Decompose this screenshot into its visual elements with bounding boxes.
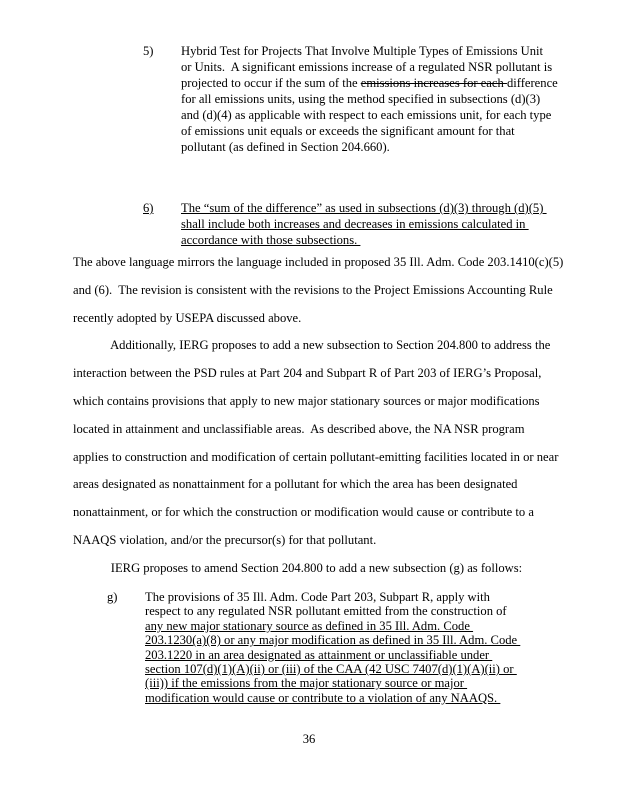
text-line (181, 75, 558, 91)
body-line: nonattainment, or for which the construction or modification would cause or contribute to a (73, 505, 534, 520)
text-line (181, 200, 547, 216)
inserted-text: accordance with those subsections. (181, 233, 361, 247)
text-line (181, 216, 547, 232)
text-segment: of emissions unit equals or exceeds the significant amount for that (181, 124, 515, 138)
text-segment: Hybrid Test for Projects That Involve Multiple Types of Emissions Unit (181, 44, 544, 58)
text-segment: or Units. A significant emissions increase of a regulated NSR pollutant is (181, 60, 553, 74)
text-line (145, 676, 520, 690)
inserted-text: section 107(d)(1)(A)(ii) or (iii) of the CAA (42 USC 7407(d)(1)(A)(ii) or (145, 661, 517, 676)
body-line: applies to construction and modification of certain pollutant-emitting facilities located in or near (73, 449, 559, 464)
text-line (181, 43, 558, 59)
text-line (181, 232, 547, 248)
text-line (181, 139, 558, 155)
item-6-text (181, 200, 547, 248)
body-line: The above language mirrors the language included in proposed 35 Ill. Adm. Code 203.1410(c)(5) (73, 255, 564, 269)
body-line: areas designated as nonattainment for a pollutant for which the area has been designated (73, 477, 518, 492)
text-line (181, 123, 558, 139)
body-line: Additionally, IERG proposes to add a new subsection to Section 204.800 to address the (73, 338, 551, 353)
text-line (145, 648, 520, 662)
inserted-text: 203.1220 in an area designated as attainment or unclassifiable under (145, 647, 493, 662)
text-line (181, 59, 558, 75)
inserted-text: any new major stationary source as defined in 35 Ill. Adm. Code (145, 618, 474, 633)
text-line (181, 107, 558, 123)
text-line (145, 691, 520, 705)
inserted-text: 203.1230(a)(8) or any major modification as defined in 35 Ill. Adm. Code (145, 633, 521, 648)
text-line (145, 633, 520, 647)
inserted-text: modification would cause or contribute to a violation of any NAAQS. (145, 690, 501, 705)
text-segment: The provisions of 35 Ill. Adm. Code Part 203, Subpart R, apply with (145, 590, 490, 604)
text-segment: pollutant (as defined in Section 204.660). (181, 140, 390, 154)
text-line (145, 604, 520, 618)
inserted-text: shall include both increases and decreases in emissions calculated in (181, 217, 529, 231)
body-line: IERG proposes to amend Section 204.800 to add a new subsection (g) as follows: (73, 560, 523, 575)
item-5-text (181, 43, 558, 155)
body-line: located in attainment and unclassifiable areas. As described above, the NA NSR program (73, 421, 525, 436)
item-6-label: 6) (143, 201, 154, 215)
body-line: recently adopted by USEPA discussed above. (73, 310, 302, 325)
text-segment: for all emissions units, using the method specified in subsections (d)(3) (181, 92, 541, 106)
text-line (145, 590, 520, 604)
struck-text: emissions increases for each (360, 76, 507, 90)
text-line (145, 662, 520, 676)
item-5-label: 5) (143, 44, 154, 58)
text-segment: respect to any regulated NSR pollutant emitted from the construction of (145, 604, 507, 619)
body-line: NAAQS violation, and/or the precursor(s) for that pollutant. (73, 532, 377, 547)
text-segment: difference (506, 76, 558, 90)
text-line (145, 619, 520, 633)
item-g-text (145, 590, 520, 705)
inserted-text: (iii)) if the emissions from the major stationary source or major (145, 676, 468, 691)
text-segment: projected to occur if the sum of the (181, 76, 361, 90)
body-text (73, 249, 563, 583)
body-line: and (6). The revision is consistent with the revisions to the Project Emissions Accounting Rule (73, 282, 553, 297)
body-line: which contains provisions that apply to new major stationary sources or major modifications (73, 393, 540, 408)
text-segment: and (d)(4) as applicable with respect to each emissions unit, for each type (181, 108, 552, 122)
text-line (181, 91, 558, 107)
page-number: 36 (302, 732, 316, 746)
inserted-text: The “sum of the difference” as used in subsections (d)(3) through (d)(5) (181, 201, 547, 215)
item-g-label: g) (107, 590, 118, 604)
body-line: interaction between the PSD rules at Part 204 and Subpart R of Part 203 of IERG’s Proposal, (73, 366, 542, 381)
